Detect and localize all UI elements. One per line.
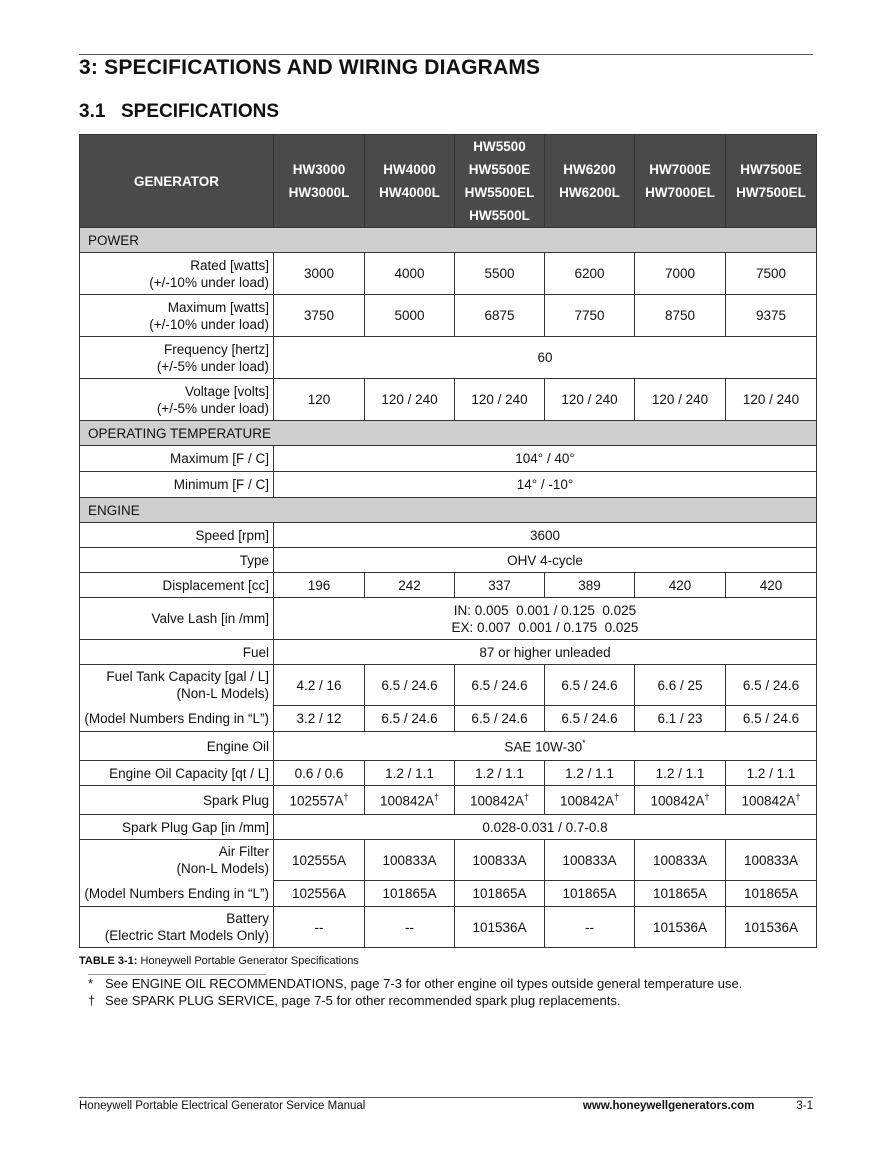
row-fuel-tank bbox=[80, 665, 817, 706]
cell bbox=[274, 786, 365, 815]
row-battery bbox=[80, 907, 817, 948]
footnote-rule bbox=[88, 974, 266, 975]
cell: 100833A bbox=[726, 840, 817, 881]
footnote-mark: † bbox=[343, 791, 349, 802]
cell: 6.5 / 24.6 bbox=[455, 706, 545, 732]
section-label: OPERATING TEMPERATURE bbox=[80, 421, 817, 446]
cell-span: 60 bbox=[274, 337, 817, 379]
section-label: ENGINE bbox=[80, 498, 817, 523]
model-name: HW7000E bbox=[649, 162, 711, 177]
footnote-mark: * bbox=[582, 737, 586, 748]
row-label: (Model Numbers Ending in “L”) bbox=[80, 881, 274, 907]
cell: 6875 bbox=[455, 295, 545, 337]
cell: 120 / 240 bbox=[726, 379, 817, 421]
model-name: HW5500 bbox=[473, 139, 526, 154]
cell: 100833A bbox=[545, 840, 635, 881]
section-row-power bbox=[80, 228, 817, 253]
cell: 102556A bbox=[274, 881, 365, 907]
cell: 1.2 / 1.1 bbox=[545, 761, 635, 786]
cell: 0.6 / 0.6 bbox=[274, 761, 365, 786]
model-header-6 bbox=[726, 135, 817, 228]
footnote-mark: † bbox=[614, 791, 620, 802]
label-line: Air Filter bbox=[218, 844, 269, 860]
cell-span bbox=[274, 732, 817, 761]
cell: 4000 bbox=[365, 253, 455, 295]
row-label: Displacement [cc] bbox=[80, 573, 274, 598]
row-label bbox=[80, 295, 274, 337]
cell: 6.5 / 24.6 bbox=[726, 706, 817, 732]
cell: 1.2 / 1.1 bbox=[455, 761, 545, 786]
cell: 3750 bbox=[274, 295, 365, 337]
footnote-oil bbox=[88, 976, 742, 991]
cell: 101865A bbox=[726, 881, 817, 907]
cell: 6.5 / 24.6 bbox=[365, 706, 455, 732]
row-voltage bbox=[80, 379, 817, 421]
cell-span: 0.028-0.031 / 0.7-0.8 bbox=[274, 815, 817, 840]
plug-part: 100842A bbox=[559, 793, 615, 809]
row-oil-capacity bbox=[80, 761, 817, 786]
cell: 3000 bbox=[274, 253, 365, 295]
cell: 242 bbox=[365, 573, 455, 598]
row-label bbox=[80, 337, 274, 379]
model-name: HW7000EL bbox=[645, 185, 715, 200]
cell: 1.2 / 1.1 bbox=[635, 761, 726, 786]
section-number: 3.1 bbox=[79, 101, 106, 122]
cell: 196 bbox=[274, 573, 365, 598]
model-name: HW3000L bbox=[288, 185, 350, 200]
cell: 120 / 240 bbox=[545, 379, 635, 421]
row-plug-gap bbox=[80, 815, 817, 840]
model-name: HW5500EL bbox=[464, 185, 535, 200]
cell: 101536A bbox=[726, 907, 817, 948]
row-label: Maximum [F / C] bbox=[80, 446, 274, 472]
model-header-3 bbox=[455, 135, 545, 228]
row-air-filter bbox=[80, 840, 817, 881]
cell-span: 104° / 40° bbox=[274, 446, 817, 472]
model-name: HW6200L bbox=[559, 185, 620, 200]
cell: 120 bbox=[274, 379, 365, 421]
plug-part: 100842A bbox=[469, 793, 525, 809]
footnote-mark: * bbox=[88, 976, 94, 991]
cell: 101865A bbox=[545, 881, 635, 907]
table-caption bbox=[79, 955, 359, 967]
model-header-2 bbox=[365, 135, 455, 228]
label-line: Voltage [volts] bbox=[184, 383, 269, 399]
caption-text: Honeywell Portable Generator Specifications bbox=[137, 955, 359, 967]
cell: 337 bbox=[455, 573, 545, 598]
cell: 101865A bbox=[635, 881, 726, 907]
row-label: (Model Numbers Ending in “L”) bbox=[80, 706, 274, 732]
row-label: Speed [rpm] bbox=[80, 523, 274, 548]
cell: 101865A bbox=[365, 881, 455, 907]
cell: 1.2 / 1.1 bbox=[365, 761, 455, 786]
plug-part: 102557A bbox=[289, 793, 344, 809]
row-temp-min bbox=[80, 472, 817, 498]
model-header-5 bbox=[635, 135, 726, 228]
label-line: Rated [watts] bbox=[190, 257, 269, 273]
row-rated-watts bbox=[80, 253, 817, 295]
cell bbox=[545, 786, 635, 815]
page-number: 3-1 bbox=[796, 1100, 813, 1112]
cell-span: 87 or higher unleaded bbox=[274, 640, 817, 665]
label-line: Fuel Tank Capacity [gal / L] bbox=[106, 669, 269, 685]
footnote-text: See ENGINE OIL RECOMMENDATIONS, page 7-3 for other engine oil types outside general temperature use. bbox=[105, 976, 743, 991]
cell: 7000 bbox=[635, 253, 726, 295]
cell: -- bbox=[545, 907, 635, 948]
top-rule bbox=[79, 54, 813, 55]
cell: 389 bbox=[545, 573, 635, 598]
plug-part: 100842A bbox=[650, 793, 705, 809]
cell: 5000 bbox=[365, 295, 455, 337]
cell: 1.2 / 1.1 bbox=[726, 761, 817, 786]
row-label bbox=[80, 840, 274, 881]
section-label: POWER bbox=[80, 228, 817, 253]
cell: 6.5 / 24.6 bbox=[545, 665, 635, 706]
label-line: Maximum [watts] bbox=[167, 299, 269, 315]
row-fuel-tank-l bbox=[80, 706, 817, 732]
model-name: HW4000 bbox=[383, 162, 436, 177]
row-fuel bbox=[80, 640, 817, 665]
model-name: HW5500E bbox=[468, 162, 531, 177]
cell: 3.2 / 12 bbox=[274, 706, 365, 732]
row-label: Type bbox=[80, 548, 274, 573]
cell: 100833A bbox=[635, 840, 726, 881]
cell: 7750 bbox=[545, 295, 635, 337]
spec-table bbox=[79, 134, 817, 948]
footnote-mark: † bbox=[434, 791, 440, 802]
cell: 101536A bbox=[635, 907, 726, 948]
cell: 6.5 / 24.6 bbox=[365, 665, 455, 706]
label-line: (+/-5% under load) bbox=[156, 400, 269, 416]
row-label: Valve Lash [in /mm] bbox=[80, 598, 274, 640]
row-label: Fuel bbox=[80, 640, 274, 665]
model-name: HW7500E bbox=[740, 162, 802, 177]
cell: 5500 bbox=[455, 253, 545, 295]
section-title-text: SPECIFICATIONS bbox=[121, 101, 279, 122]
cell: 420 bbox=[635, 573, 726, 598]
cell-span: 14° / -10° bbox=[274, 472, 817, 498]
cell: 6.6 / 25 bbox=[635, 665, 726, 706]
cell: 101536A bbox=[455, 907, 545, 948]
row-label: Engine Oil bbox=[80, 732, 274, 761]
valve-in: IN: 0.005 0.001 / 0.125 0.025 bbox=[453, 602, 637, 618]
chapter-title: 3: SPECIFICATIONS AND WIRING DIAGRAMS bbox=[79, 56, 541, 79]
plug-part: 100842A bbox=[379, 793, 435, 809]
row-label: Minimum [F / C] bbox=[80, 472, 274, 498]
footnote-mark: † bbox=[704, 791, 710, 802]
label-line: (Non-L Models) bbox=[176, 686, 269, 702]
footnote-mark: † bbox=[88, 993, 96, 1008]
plug-part: 100842A bbox=[741, 793, 796, 809]
caption-label: TABLE 3-1: bbox=[79, 955, 138, 967]
footer-manual-title: Honeywell Portable Electrical Generator Service Manual bbox=[79, 1100, 366, 1112]
label-line: Frequency [hertz] bbox=[163, 341, 269, 357]
cell: 420 bbox=[726, 573, 817, 598]
label-line: (Electric Start Models Only) bbox=[104, 928, 269, 943]
model-name: HW6200 bbox=[563, 162, 616, 177]
cell: 8750 bbox=[635, 295, 726, 337]
row-air-filter-l bbox=[80, 881, 817, 907]
cell: 100833A bbox=[365, 840, 455, 881]
oil-type: SAE 10W-30 bbox=[504, 739, 583, 755]
label-line: (+/-10% under load) bbox=[149, 316, 269, 332]
row-displacement bbox=[80, 573, 817, 598]
row-label bbox=[80, 253, 274, 295]
model-name: HW5500L bbox=[469, 208, 530, 223]
row-label: Spark Plug bbox=[80, 786, 274, 815]
valve-ex: EX: 0.007 0.001 / 0.175 0.025 bbox=[451, 619, 639, 635]
cell-span bbox=[274, 598, 817, 640]
footer-url: www.honeywellgenerators.com bbox=[582, 1100, 755, 1112]
cell: 120 / 240 bbox=[365, 379, 455, 421]
model-header-4 bbox=[545, 135, 635, 228]
row-valve-lash bbox=[80, 598, 817, 640]
model-name: HW4000L bbox=[379, 185, 440, 200]
cell: 120 / 240 bbox=[635, 379, 726, 421]
row-label bbox=[80, 379, 274, 421]
row-speed bbox=[80, 523, 817, 548]
cell: 6.5 / 24.6 bbox=[726, 665, 817, 706]
section-title bbox=[79, 101, 279, 123]
row-label bbox=[80, 907, 274, 948]
row-max-watts bbox=[80, 295, 817, 337]
label-line: Battery bbox=[226, 911, 269, 926]
label-line: (+/-5% under load) bbox=[156, 358, 269, 374]
cell: 101865A bbox=[455, 881, 545, 907]
section-row-temperature bbox=[80, 421, 817, 446]
cell: 7500 bbox=[726, 253, 817, 295]
row-engine-oil bbox=[80, 732, 817, 761]
cell: 100833A bbox=[455, 840, 545, 881]
row-label: Spark Plug Gap [in /mm] bbox=[80, 815, 274, 840]
footer-right bbox=[583, 1100, 813, 1112]
cell: 9375 bbox=[726, 295, 817, 337]
label-line: (Non-L Models) bbox=[176, 861, 269, 877]
cell: 6.5 / 24.6 bbox=[545, 706, 635, 732]
cell: 6200 bbox=[545, 253, 635, 295]
row-label bbox=[80, 665, 274, 706]
cell: 102555A bbox=[274, 840, 365, 881]
cell: 120 / 240 bbox=[455, 379, 545, 421]
header-row bbox=[80, 135, 817, 228]
cell bbox=[455, 786, 545, 815]
cell: 6.1 / 23 bbox=[635, 706, 726, 732]
footnote-mark: † bbox=[795, 791, 801, 802]
generator-header: GENERATOR bbox=[80, 135, 274, 228]
row-frequency bbox=[80, 337, 817, 379]
model-name: HW3000 bbox=[292, 162, 346, 177]
footnote-mark: † bbox=[524, 791, 530, 802]
footnote-plug bbox=[88, 993, 620, 1008]
row-spark-plug bbox=[80, 786, 817, 815]
cell: -- bbox=[365, 907, 455, 948]
footnote-text: See SPARK PLUG SERVICE, page 7-5 for other recommended spark plug replacements. bbox=[105, 993, 621, 1008]
section-row-engine bbox=[80, 498, 817, 523]
cell bbox=[635, 786, 726, 815]
model-header-1 bbox=[274, 135, 365, 228]
row-temp-max bbox=[80, 446, 817, 472]
row-type bbox=[80, 548, 817, 573]
label-line: (+/-10% under load) bbox=[149, 274, 269, 290]
cell: 6.5 / 24.6 bbox=[455, 665, 545, 706]
cell: -- bbox=[274, 907, 365, 948]
model-name: HW7500EL bbox=[736, 185, 806, 200]
cell-span: OHV 4-cycle bbox=[274, 548, 817, 573]
row-label: Engine Oil Capacity [qt / L] bbox=[80, 761, 274, 786]
cell bbox=[365, 786, 455, 815]
cell-span: 3600 bbox=[274, 523, 817, 548]
cell: 4.2 / 16 bbox=[274, 665, 365, 706]
footer-rule bbox=[79, 1097, 813, 1098]
cell bbox=[726, 786, 817, 815]
